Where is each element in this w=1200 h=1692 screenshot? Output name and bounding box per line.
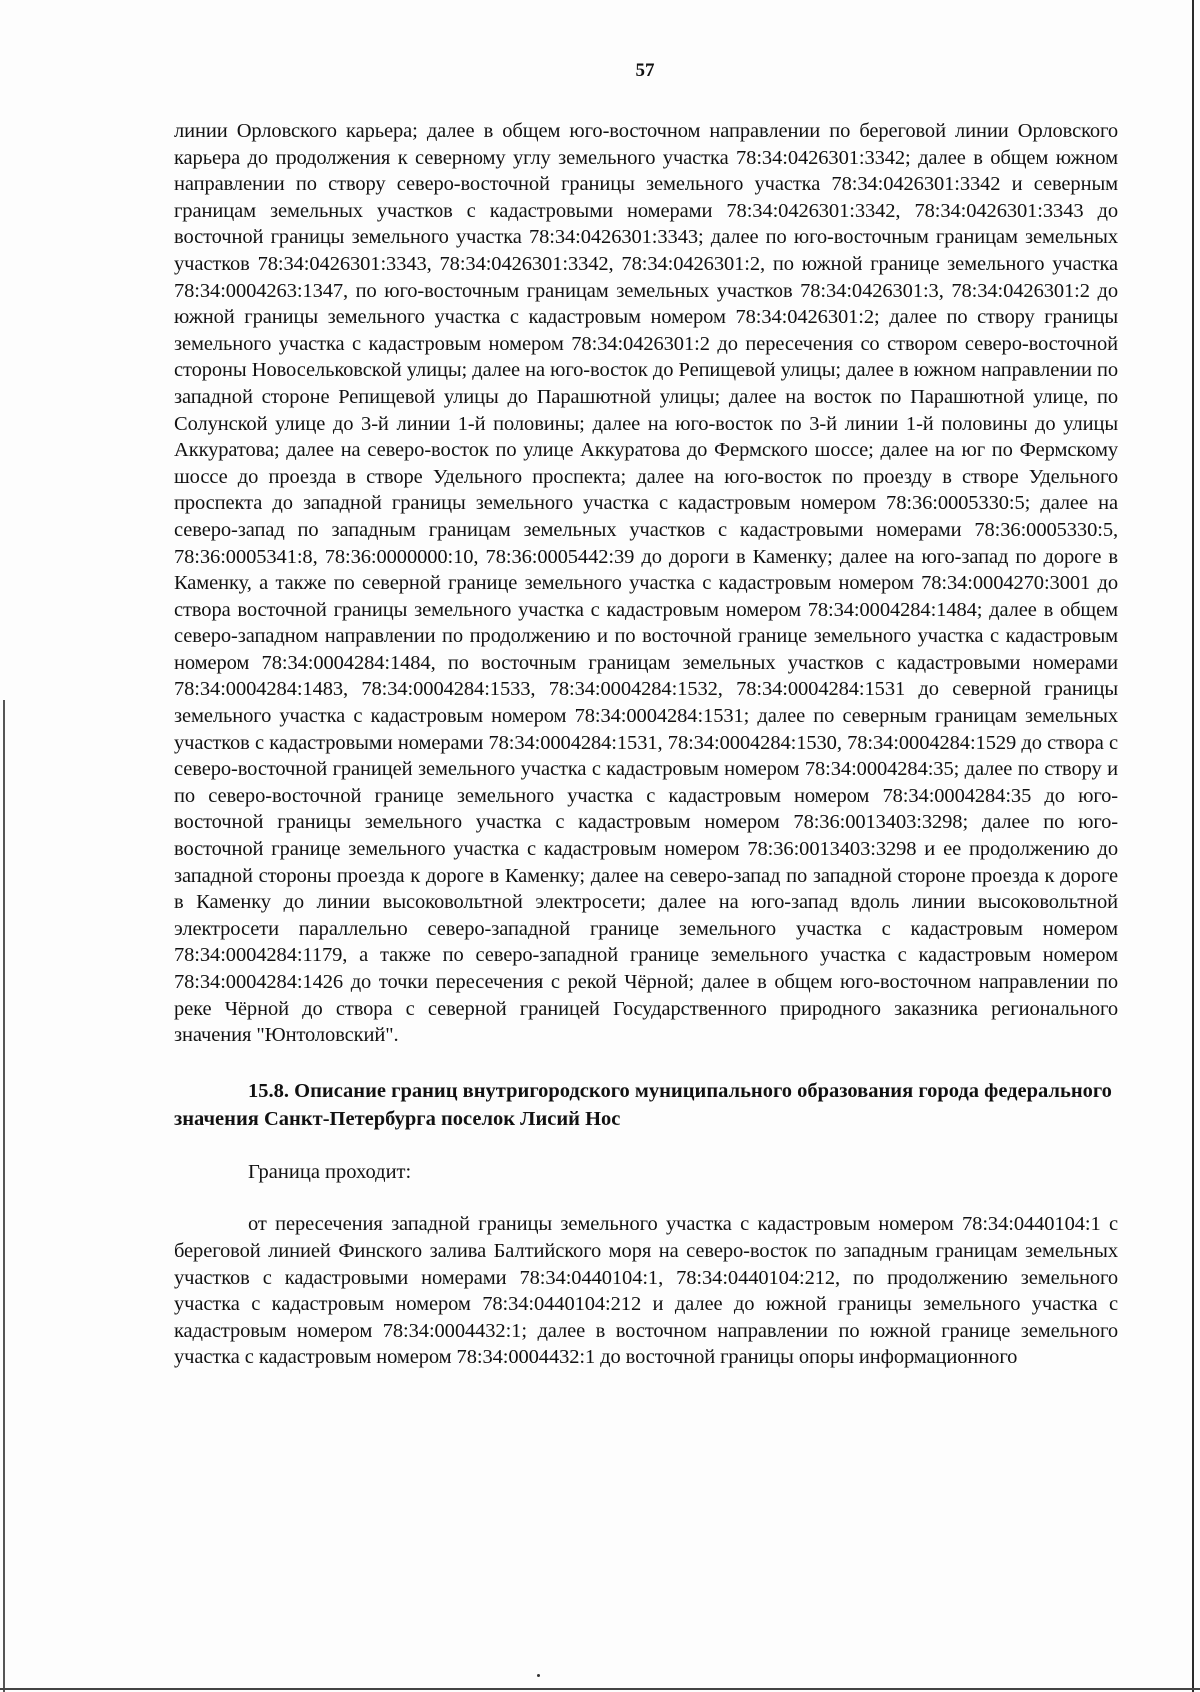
paragraph-boundary-continuation: линии Орловского карьера; далее в общем юго-восточном направлении по береговой линии Орловского карьера до продолжения к северному углу земельного участка 78:34:0426301:3342; далее в общем южном направлении по створу северо-восточной границы земельного участка 78:34:0426301:3342 и северным границам земельных участков с кадастровыми номерами 78:34:0426301:3342, 78:34:0426301:3343 до восточной границы земельного участка 78:34:0426301:3343; далее по юго-восточным границам земельных участков 78:34:0426301:3343, 78:34:0426301:3342, 78:34:0426301:2, по южной границе земельного участка 78:34:0004263:1347, по юго-восточным границам земельных участков 78:34:0426301:3, 78:34:0426301:2 до южной границы земельного участка с кадастровым номером 78:34:0426301:2; далее по створу границы земельного участка с кадастровым номером 78:34:0426301:2 до пересечения со створом северо-восточной стороны Новосельковской улицы; далее на юго-восток до Репищевой улицы; далее в южном направлении по западной стороне Репищевой улицы до Парашютной улицы; далее на восток по Парашютной улице, по Солунской улице до 3-й линии 1-й половины; далее на юго-восток по 3-й линии 1-й половины до улицы Аккуратова; далее на северо-восток по улице Аккуратова до Фермского шоссе; далее на юг по Фермскому шоссе до проезда в створе Удельного проспекта; далее на юго-восток по проезду в створе Удельного проспекта до западной границы земельного участка с кадастровым номером 78:36:0005330:5; далее на северо-запад по западным границам земельных участков с кадастровыми номерами 78:36:0005330:5, 78:36:0005341:8, 78:36:0000000:10, 78:36:0005442:39 до дороги в Каменку; далее на юго-запад по дороге в Каменку, а также по северной границе земельного участка с кадастровым номером 78:34:0004270:3001 до створа восточной границы земельного участка с кадастровым номером 78:34:0004284:1484; далее в общем северо-западном направлении по продолжению и по восточной границе земельного участка с кадастровым номером 78:34:0004284:1484, по восточным границам земельных участков с кадастровыми номерами 78:34:0004284:1483, 78:34:0004284:1533, 78:34:0004284:1532, 78:34:0004284:1531 до северной границы земельного участка с кадастровым номером 78:34:0004284:1531; далее по северным границам земельных участков с кадастровыми номерами 78:34:0004284:1531, 78:34:0004284:1530, 78:34:0004284:1529 до створа с северо-восточной границей земельного участка с кадастровым номером 78:34:0004284:35; далее по створу и по северо-восточной границе земельного участка с кадастровым номером 78:34:0004284:35 до юго-восточной границы земельного участка с кадастровым номером 78:36:0013403:3298; далее по юго-восточной границе земельного участка с кадастровым номером 78:36:0013403:3298 и ее продолжению до западной стороны проезда к дороге в Каменку; далее на северо-запад по западной стороне проезда к дороге в Каменку до линии высоковольтной электросети; далее на юго-запад вдоль линии высоковольтной электросети параллельно северо-западной границе земельного участка с кадастровым номером 78:34:0004284:1179, а также по северо-западной границе земельного участка с кадастровым номером 78:34:0004284:1426 до точки пересечения с рекой Чёрной; далее в общем юго-восточном направлении по реке Чёрной до створа с северной границей Государственного природного заказника регионального значения "Юнтоловский". [174, 120, 1118, 1047]
paragraph-boundary-lisiy-nos: от пересечения западной границы земельного участка с кадастровым номером 78:34:0440104:1 с береговой линией Финского залива Балтийского моря на северо-восток по западным границам земельных участков с кадастровыми номерами 78:34:0440104:1, 78:34:0440104:212, по продолжению земельного участка с кадастровым номером 78:34:0440104:212 и далее до южной границы земельного участка с кадастровым номером 78:34:0004432:1; далее в восточном направлении по южной границе земельного участка с кадастровым номером 78:34:0004432:1 до восточной границы опоры информационного [174, 1213, 1118, 1369]
boundary-intro: Граница проходит: [248, 1160, 412, 1183]
scan-speck [537, 1674, 540, 1677]
section-heading-15-8: 15.8. Описание границ внутригородского муниципального образования города федерального значения Санкт-Петербурга поселок Лисий Нос [174, 1079, 1112, 1130]
scan-edge-bottom [0, 1688, 1200, 1690]
page-number: 57 [635, 60, 655, 81]
scan-edge-right [1192, 0, 1194, 1692]
document-body [174, 118, 1118, 1371]
scan-edge-left [3, 700, 5, 1692]
